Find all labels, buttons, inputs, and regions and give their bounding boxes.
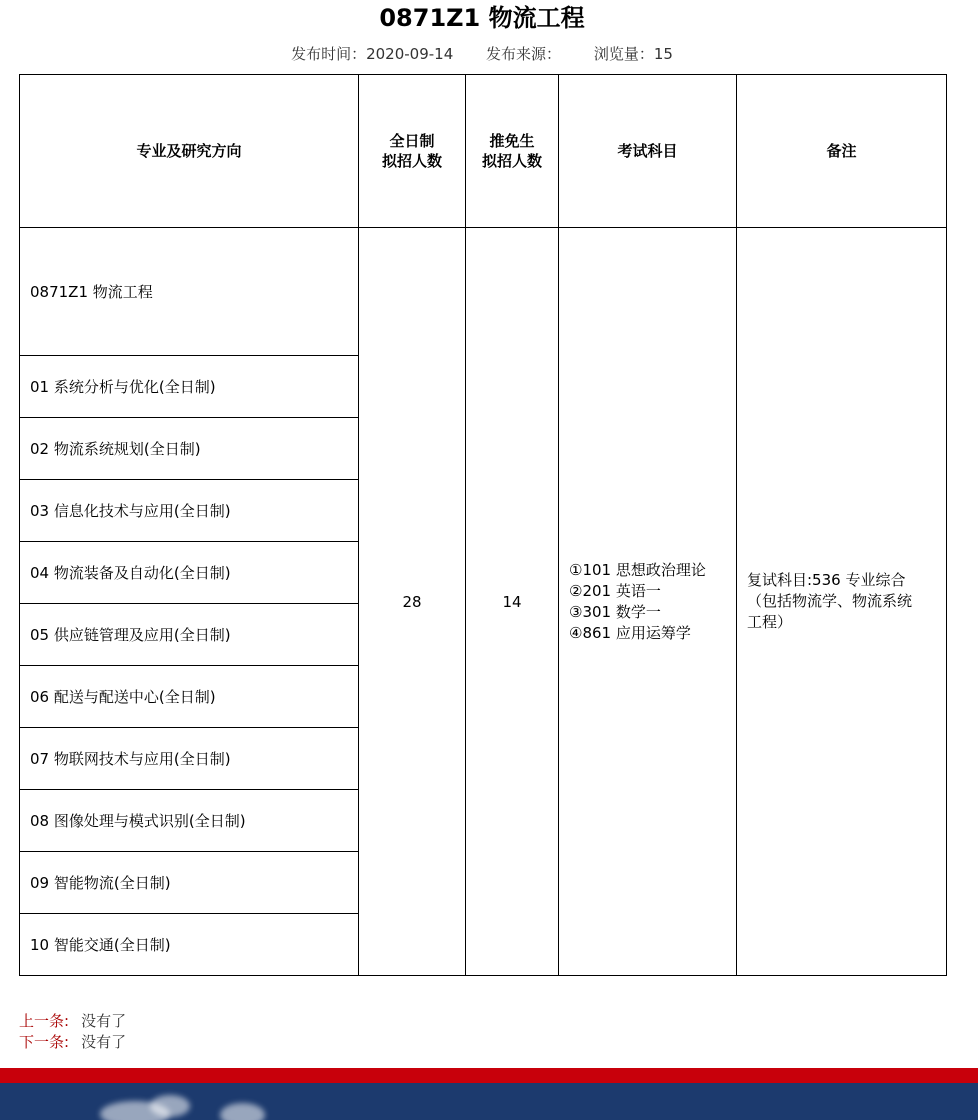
remark-line-2: （包括物流学、物流系统 bbox=[747, 592, 913, 610]
major-cell: 0871Z1 物流工程 bbox=[20, 228, 359, 356]
page-title: 0871Z1 物流工程 bbox=[379, 4, 585, 32]
next-value: 没有了 bbox=[81, 1033, 127, 1051]
remark-line-1: 复试科目:536 专业综合 bbox=[747, 571, 906, 589]
footer-red-band bbox=[0, 1068, 978, 1083]
next-label: 下一条: bbox=[19, 1033, 70, 1051]
next-article-link[interactable] bbox=[19, 1032, 126, 1053]
header-fulltime-line2: 拟招人数 bbox=[381, 152, 442, 170]
footer-banner bbox=[0, 1083, 978, 1120]
table-header-row bbox=[20, 75, 947, 228]
publish-source: 发布来源： bbox=[486, 45, 562, 63]
article-meta bbox=[0, 43, 964, 65]
remark-line-3: 工程） bbox=[747, 613, 793, 631]
exam-subjects bbox=[559, 228, 737, 976]
prev-label: 上一条: bbox=[19, 1012, 70, 1030]
direction-cell: 06 配送与配送中心(全日制) bbox=[20, 666, 359, 728]
cloud-decoration bbox=[150, 1095, 190, 1117]
prev-article-link[interactable] bbox=[19, 1011, 126, 1032]
direction-cell: 05 供应链管理及应用(全日制) bbox=[20, 604, 359, 666]
remark bbox=[737, 228, 947, 976]
prev-value: 没有了 bbox=[81, 1012, 127, 1030]
direction-cell: 09 智能物流(全日制) bbox=[20, 852, 359, 914]
exempt-count: 14 bbox=[466, 228, 559, 976]
header-exempt-line2: 拟招人数 bbox=[481, 152, 542, 170]
header-remark: 备注 bbox=[737, 75, 947, 228]
direction-cell: 10 智能交通(全日制) bbox=[20, 914, 359, 976]
direction-cell: 07 物联网技术与应用(全日制) bbox=[20, 728, 359, 790]
admission-table bbox=[19, 74, 947, 976]
direction-cell: 03 信息化技术与应用(全日制) bbox=[20, 480, 359, 542]
exam-subject-2: ②201 英语一 bbox=[569, 581, 661, 600]
header-exempt-line1: 推免生 bbox=[489, 132, 535, 150]
header-major: 专业及研究方向 bbox=[20, 75, 359, 228]
publish-time: 发布时间：2020-09-14 bbox=[291, 45, 454, 63]
header-fulltime bbox=[359, 75, 466, 228]
header-fulltime-line1: 全日制 bbox=[389, 132, 435, 150]
header-exam: 考试科目 bbox=[559, 75, 737, 228]
table-row bbox=[20, 228, 947, 356]
fulltime-count: 28 bbox=[359, 228, 466, 976]
exam-subject-3: ③301 数学一 bbox=[569, 602, 661, 621]
direction-cell: 04 物流装备及自动化(全日制) bbox=[20, 542, 359, 604]
direction-cell: 08 图像处理与模式识别(全日制) bbox=[20, 790, 359, 852]
cloud-decoration bbox=[220, 1103, 265, 1120]
view-count: 浏览量：15 bbox=[593, 45, 673, 63]
direction-cell: 01 系统分析与优化(全日制) bbox=[20, 356, 359, 418]
exam-subject-1: ①101 思想政治理论 bbox=[569, 560, 706, 579]
exam-subject-4: ④861 应用运筹学 bbox=[569, 623, 691, 642]
header-exempt bbox=[466, 75, 559, 228]
direction-cell: 02 物流系统规划(全日制) bbox=[20, 418, 359, 480]
